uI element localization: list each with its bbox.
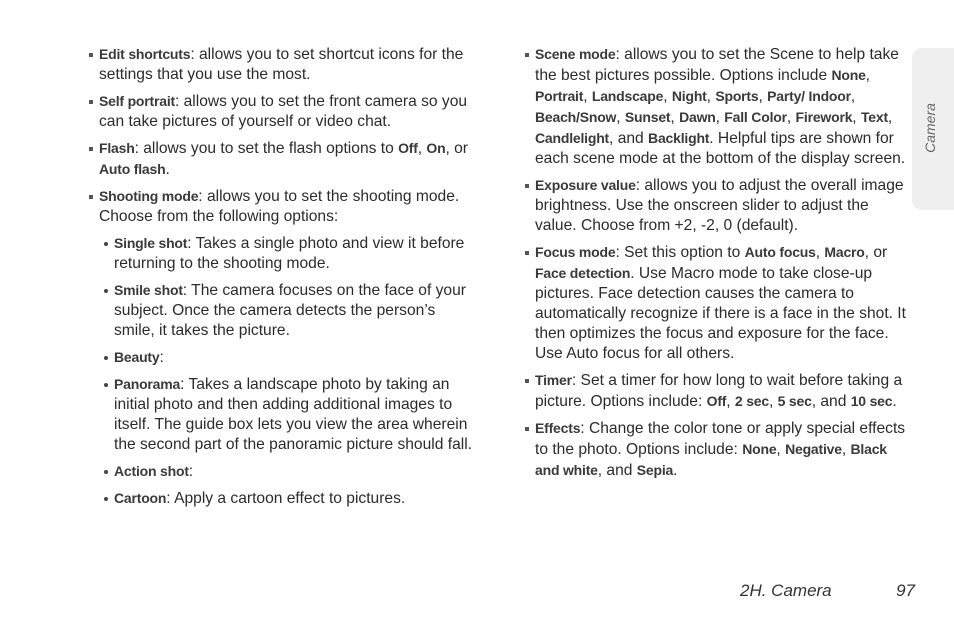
option: Sports (715, 88, 759, 104)
separator: , (815, 244, 825, 261)
option: Off (398, 140, 418, 156)
right-column (524, 44, 914, 487)
separator: , or (864, 244, 888, 261)
term: Action shot (114, 463, 189, 479)
term: Timer (535, 372, 572, 388)
option: Night (671, 88, 707, 104)
option: Macro (824, 244, 865, 260)
description: : Change the color tone or apply special effects to the photo. Options include: (535, 420, 906, 458)
separator: . (673, 462, 678, 479)
separator: , (865, 67, 870, 84)
list-item-flash (88, 138, 473, 180)
list-item-focus-mode (524, 242, 914, 364)
description: : allows you to set the shooting mode. Choose from the following options: (99, 188, 460, 225)
separator: , and (811, 393, 851, 410)
term: Focus mode (535, 244, 616, 260)
option: Party/ Indoor (767, 88, 851, 104)
option: Portrait (535, 88, 584, 104)
left-column (88, 44, 473, 515)
term: Smile shot (114, 282, 183, 298)
list-item-exposure-value (524, 175, 914, 236)
separator: , (768, 393, 778, 410)
separator: , (776, 441, 786, 458)
sub-item-beauty (103, 347, 473, 368)
list-item-effects (524, 418, 914, 481)
option: Face detection (535, 265, 631, 281)
sub-item-cartoon (103, 488, 473, 509)
term: Single shot (114, 235, 188, 251)
option: 10 sec (850, 393, 893, 409)
option: Text (860, 109, 888, 125)
description: : (188, 463, 194, 480)
term: Cartoon (114, 490, 167, 506)
description: : Apply a cartoon effect to pictures. (166, 490, 406, 507)
description: . Use Macro mode to take close-up pictures. Face detection causes the camera to automatically recognize if there is a face in the shot. It then optimizes the focus and exposure for the face. Use Auto focus for all others. (535, 265, 906, 362)
page-footer (740, 581, 915, 601)
separator: , (663, 88, 672, 105)
separator: , (616, 109, 625, 126)
option: Landscape (591, 88, 664, 104)
separator: , (670, 109, 680, 126)
list-item-self-portrait (88, 91, 473, 132)
list-item-shooting-mode (88, 186, 473, 227)
term: Edit shortcuts (99, 46, 191, 62)
separator: , (726, 393, 735, 410)
list-item-timer (524, 370, 914, 412)
sub-item-smile-shot (103, 280, 473, 341)
separator: , (417, 140, 427, 157)
term: Beauty (114, 349, 160, 365)
chapter-tab-label: Camera (922, 103, 938, 153)
term: Exposure value (535, 177, 636, 193)
description: : Set a timer for how long to wait before taking a picture. Options include: (535, 372, 903, 410)
list-item-edit-shortcuts (88, 44, 473, 85)
description: : allows you to adjust the overall image brightness. Use the onscreen slider to adjust the value. Choose from +2, -2, 0 (default). (535, 177, 904, 234)
option: Candlelight (535, 130, 610, 146)
sub-item-panorama (103, 374, 473, 455)
description: : allows you to set the front camera so you can take pictures of yourself or video chat. (99, 93, 468, 130)
option: Off (706, 393, 727, 409)
separator: , (841, 441, 851, 458)
description: : The camera focuses on the face of your subject. Once the camera detects the person’s smile, it takes the picture. (114, 282, 466, 339)
description: . Helpful tips are shown for each scene mode at the bottom of the display screen. (535, 130, 906, 167)
separator: . (892, 393, 897, 410)
term: Flash (99, 140, 135, 156)
term: Panorama (114, 376, 181, 392)
option: Auto flash (99, 161, 166, 177)
option: On (426, 140, 446, 156)
sub-item-action-shot (103, 461, 473, 482)
footer-section: 2H. Camera (740, 581, 832, 600)
separator: . (165, 161, 170, 178)
option: Sunset (624, 109, 671, 125)
option: Black and white (535, 441, 887, 478)
description: : allows you to set the Scene to help take the best pictures possible. Options include (535, 46, 899, 84)
sub-item-single-shot (103, 233, 473, 274)
separator: , (786, 109, 796, 126)
separator: , or (445, 140, 468, 157)
description: : Takes a single photo and view it before returning to the shooting mode. (114, 235, 465, 272)
option: Beach/Snow (535, 109, 617, 125)
option: Firework (795, 109, 853, 125)
description: : Takes a landscape photo by taking an initial photo and then adding additional images to itself. The guide box lets you view the area wherein the second part of the panoramic picture should fall. (114, 376, 473, 453)
option: None (831, 67, 866, 83)
description: : Set this option to (615, 244, 745, 261)
option: Backlight (648, 130, 710, 146)
description: : allows you to set shortcut icons for the settings that you use the most. (99, 46, 464, 83)
term: Self portrait (99, 93, 175, 109)
separator: , (850, 88, 856, 105)
description: : (159, 349, 164, 366)
separator: , (583, 88, 592, 105)
option: 2 sec (734, 393, 769, 409)
option: Fall Color (724, 109, 787, 125)
list-item-scene-mode (524, 44, 914, 169)
option: Dawn (679, 109, 716, 125)
separator: , (852, 109, 861, 126)
term: Effects (535, 420, 581, 436)
option: Negative (785, 441, 842, 457)
term: Scene mode (535, 46, 616, 62)
option: None (742, 441, 777, 457)
option: Auto focus (744, 244, 816, 260)
term: Shooting mode (99, 188, 199, 204)
page-number: 97 (896, 581, 915, 600)
description: : allows you to set the flash options to (134, 140, 399, 157)
separator: , and (609, 130, 649, 147)
separator: , (715, 109, 725, 126)
option: Sepia (636, 462, 674, 478)
separator: , (758, 88, 768, 105)
separator: , (887, 109, 893, 126)
separator: , (706, 88, 716, 105)
option: 5 sec (777, 393, 812, 409)
separator: , and (597, 462, 637, 479)
